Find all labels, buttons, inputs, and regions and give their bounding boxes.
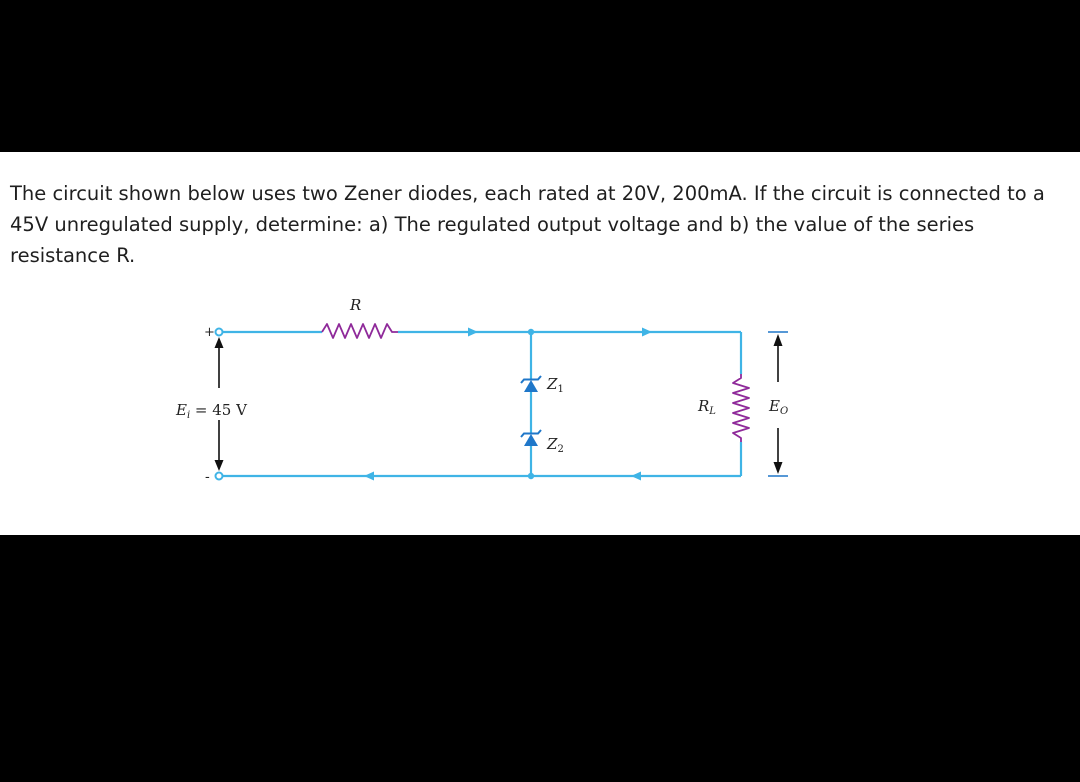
input-voltage-subscript: i bbox=[186, 410, 191, 421]
input-terminal-positive bbox=[216, 329, 223, 336]
resistor-label: R bbox=[350, 296, 362, 314]
input-arrow-down-head bbox=[215, 460, 224, 471]
input-voltage-symbol: E bbox=[176, 401, 187, 419]
output-voltage-subscript: O bbox=[779, 406, 789, 417]
zener-circuit-diagram bbox=[0, 152, 1080, 535]
input-plus-label: + bbox=[204, 325, 215, 340]
load-resistor-symbol: R bbox=[698, 397, 710, 415]
zener2-subscript: 2 bbox=[557, 444, 564, 455]
output-arrow-up-head bbox=[774, 334, 783, 346]
circuit-wires bbox=[219, 332, 741, 476]
question-panel bbox=[0, 152, 1080, 535]
zener-z1-triangle bbox=[524, 380, 538, 392]
current-arrow-top-2 bbox=[642, 328, 652, 337]
output-voltage-label bbox=[768, 397, 788, 417]
current-arrow-bottom-2 bbox=[631, 472, 641, 481]
current-arrows bbox=[364, 328, 652, 481]
zener2-symbol: Z bbox=[547, 435, 558, 453]
junction-top bbox=[528, 329, 534, 335]
junction-bottom bbox=[528, 473, 534, 479]
input-minus-label: - bbox=[205, 469, 210, 485]
zener1-label bbox=[546, 375, 564, 395]
zener2-label bbox=[546, 435, 564, 455]
current-arrow-bottom-1 bbox=[364, 472, 374, 481]
input-voltage-label bbox=[175, 401, 248, 421]
load-resistor-label bbox=[697, 397, 716, 417]
series-resistor bbox=[322, 324, 398, 338]
load-resistor-subscript: L bbox=[709, 406, 716, 417]
zener-z2-triangle bbox=[524, 434, 538, 446]
question-text: The circuit shown below uses two Zener diodes, each rated at 20V, 200mA. If the circuit is connected to a 45V unregulated supply, determine: a) The regulated output voltage and b) the value of the series resistance R. bbox=[10, 182, 1045, 267]
load-resistor bbox=[733, 374, 749, 442]
output-arrow-down-head bbox=[774, 462, 783, 474]
zener1-subscript: 1 bbox=[557, 384, 564, 395]
zener1-symbol: Z bbox=[547, 375, 558, 393]
input-arrow-up-head bbox=[215, 337, 224, 348]
current-arrow-top-1 bbox=[468, 328, 478, 337]
output-voltage-symbol: E bbox=[769, 397, 780, 415]
input-terminal-negative bbox=[216, 473, 223, 480]
input-voltage-value: = 45 V bbox=[190, 401, 247, 419]
